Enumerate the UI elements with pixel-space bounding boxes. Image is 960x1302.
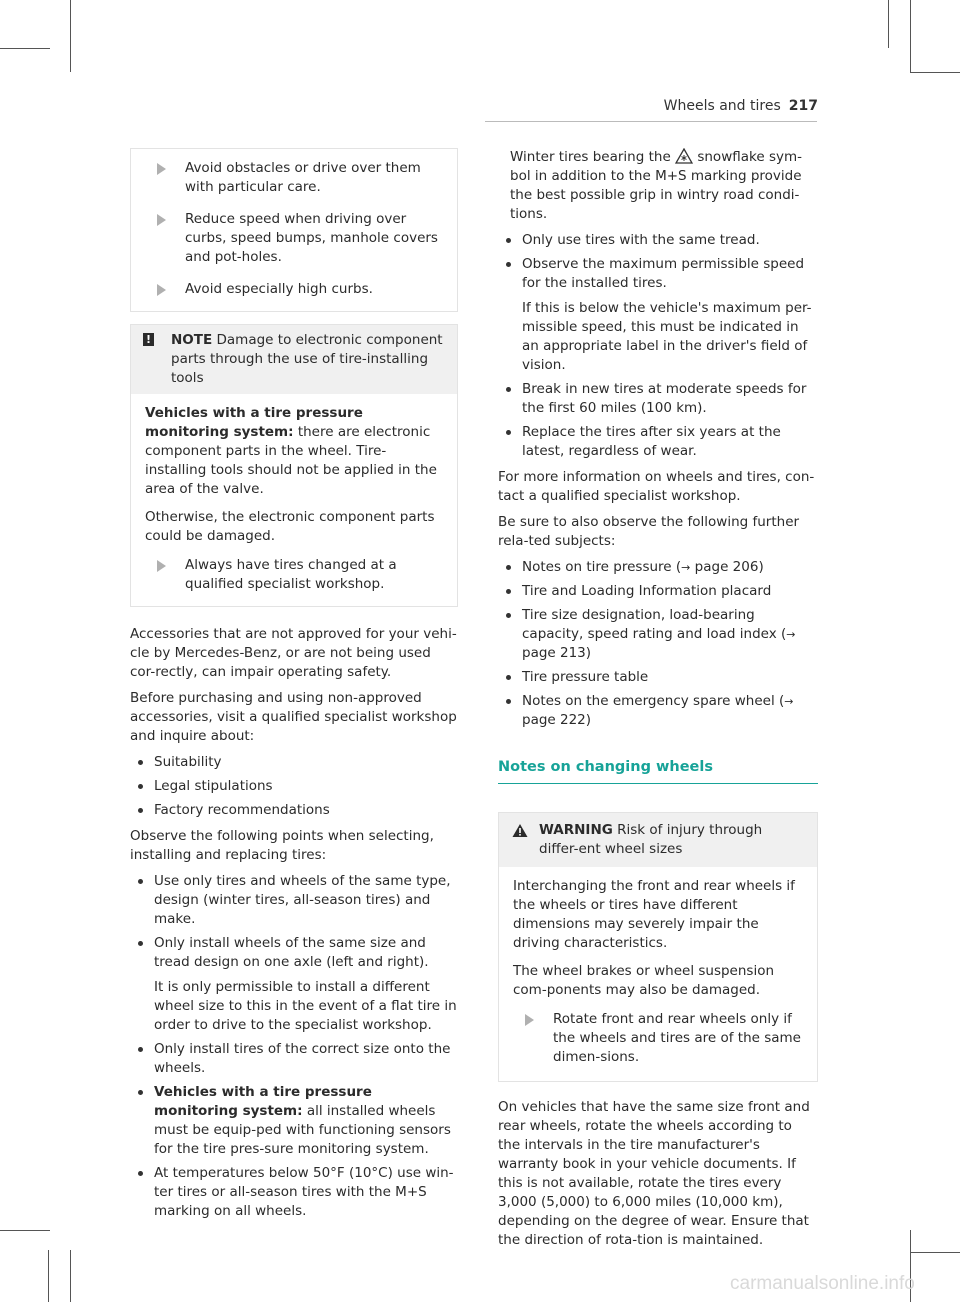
left-column bbox=[130, 148, 458, 1228]
list-item: Only install wheels of the same size and tread design on one axle (left and right). It is only permissible to install a different wheel size to this in the event of a flat tire in order to drive to the specialist workshop. bbox=[130, 934, 458, 1035]
tpms-text: there are electronic component parts in the wheel. Tire-installing tools should not be applied in the area of the valve. bbox=[145, 424, 437, 497]
paragraph: Be sure to also observe the following further rela-ted subjects: bbox=[498, 514, 800, 549]
list-item: Break in new tires at moderate speeds for the first 60 miles (100 km). bbox=[498, 380, 818, 418]
list-item: Observe the maximum permissible speed for the installed tires. If this is below the vehicle's maximum per-missible speed, this must be indicated in an appropriate label in the driver's field of vision. bbox=[498, 255, 818, 375]
warning-icon bbox=[512, 823, 528, 838]
arrow-icon bbox=[157, 284, 166, 296]
list-item: Factory recommendations bbox=[130, 801, 458, 820]
header-section: Wheels and tires bbox=[663, 98, 781, 114]
snowflake-mountain-icon bbox=[675, 148, 693, 164]
paragraph: Before purchasing and using non-approved accessories, visit a qualified specialist workshop and inquire about: bbox=[130, 690, 457, 744]
tpms-heading: Vehicles with a tire pressure monitoring system: bbox=[145, 405, 363, 440]
arrow-icon bbox=[157, 214, 166, 226]
list-item: Legal stipulations bbox=[130, 777, 458, 796]
right-column bbox=[498, 148, 818, 1257]
list-item: Suitability bbox=[130, 753, 458, 772]
tire-guidelines-list bbox=[498, 231, 818, 461]
section-title: Notes on changing wheels bbox=[498, 758, 818, 784]
reference-link[interactable]: Tire size designation, load-bearing capacity, speed rating and load index (→ page 213) bbox=[498, 606, 818, 663]
list-item: Use only tires and wheels of the same type, design (winter tires, all-season tires) and make. bbox=[130, 872, 458, 929]
step-item: Always have tires changed at a qualified specialist workshop. bbox=[145, 556, 443, 594]
arrow-icon bbox=[525, 1014, 534, 1026]
list-item: Only use tires with the same tread. bbox=[498, 231, 818, 250]
tire-rules-list bbox=[130, 872, 458, 1221]
arrow-icon bbox=[157, 163, 166, 175]
reference-link[interactable]: Notes on the emergency spare wheel (→ page 222) bbox=[498, 692, 818, 730]
warning-box bbox=[498, 812, 818, 1082]
related-subjects-list bbox=[498, 558, 818, 730]
rotation-paragraph: On vehicles that have the same size front and rear wheels, rotate the wheels according to the intervals in the tire manufacturer's warranty book in your vehicle documents. If this is not available, rotate the tires every 3,000 (5,000) to 6,000 miles (10,000 km), depending on the degree of wear. Ensure that the direction of rota-tion is maintained. bbox=[498, 1099, 810, 1248]
otherwise-text: Otherwise, the electronic component parts could be damaged. bbox=[145, 509, 435, 544]
step-item: Rotate front and rear wheels only if the wheels and tires are of the same dimen-sions. bbox=[513, 1010, 803, 1067]
step-item: Reduce speed when driving over curbs, speed bumps, manhole covers and pot-holes. bbox=[145, 210, 443, 267]
reference-link[interactable]: Tire and Loading Information placard bbox=[498, 582, 818, 601]
page-number: 217 bbox=[788, 98, 818, 114]
list-item: Replace the tires after six years at the latest, regardless of wear. bbox=[498, 423, 818, 461]
reference-link[interactable]: Tire pressure table bbox=[498, 668, 818, 687]
note-header bbox=[131, 325, 457, 394]
running-header bbox=[664, 97, 818, 116]
inquire-list bbox=[130, 753, 458, 820]
note-title: Damage to electronic component parts through the use of tire-installing tools bbox=[171, 332, 443, 386]
steps-box bbox=[130, 148, 458, 312]
arrow-icon bbox=[157, 560, 166, 572]
winter-tires-text: Winter tires bearing the snowflake sym-bol in addition to the M+S marking provide the best possible grip in wintry road condi-tions. bbox=[510, 149, 802, 222]
list-item: Only install tires of the correct size onto the wheels. bbox=[130, 1040, 458, 1078]
paragraph: For more information on wheels and tires, con-tact a qualified specialist workshop. bbox=[498, 469, 815, 504]
note-box bbox=[130, 324, 458, 607]
step-item: Avoid especially high curbs. bbox=[145, 280, 443, 299]
list-item: Vehicles with a tire pressure monitoring system: all installed wheels must be equip-ped with functioning sensors for the tire pres-sure monitoring system. bbox=[130, 1083, 458, 1159]
warning-title: Risk of injury through differ-ent wheel sizes bbox=[539, 822, 763, 857]
warning-body: Interchanging the front and rear wheels if the wheels or tires have different dimensions may severely impair the driving characteristics. The wheel brakes or wheel suspension com-ponents may also be damaged. Rotate front and rear wheels only if the wheels and tires are of the same dimen-sions. bbox=[499, 867, 817, 1081]
list-item: At temperatures below 50°F (10°C) use win-ter tires or all-season tires with the M+S marking on all wheels. bbox=[130, 1164, 458, 1221]
note-body bbox=[131, 394, 457, 606]
paragraph: Accessories that are not approved for your vehi-cle by Mercedes-Benz, or are not being used cor-rectly, can impair operating safety. bbox=[130, 626, 457, 680]
warning-label: WARNING bbox=[539, 822, 613, 838]
reference-link[interactable]: Notes on tire pressure (→ page 206) bbox=[498, 558, 818, 577]
watermark: carmanualsonline.info bbox=[730, 1273, 915, 1294]
step-item: Avoid obstacles or drive over them with particular care. bbox=[145, 159, 443, 197]
warning-header bbox=[499, 813, 817, 867]
paragraph: Observe the following points when selecting, installing and replacing tires: bbox=[130, 828, 434, 863]
note-label: NOTE bbox=[171, 332, 213, 348]
exclamation-icon: ! bbox=[143, 333, 154, 346]
header-rule bbox=[485, 121, 817, 122]
